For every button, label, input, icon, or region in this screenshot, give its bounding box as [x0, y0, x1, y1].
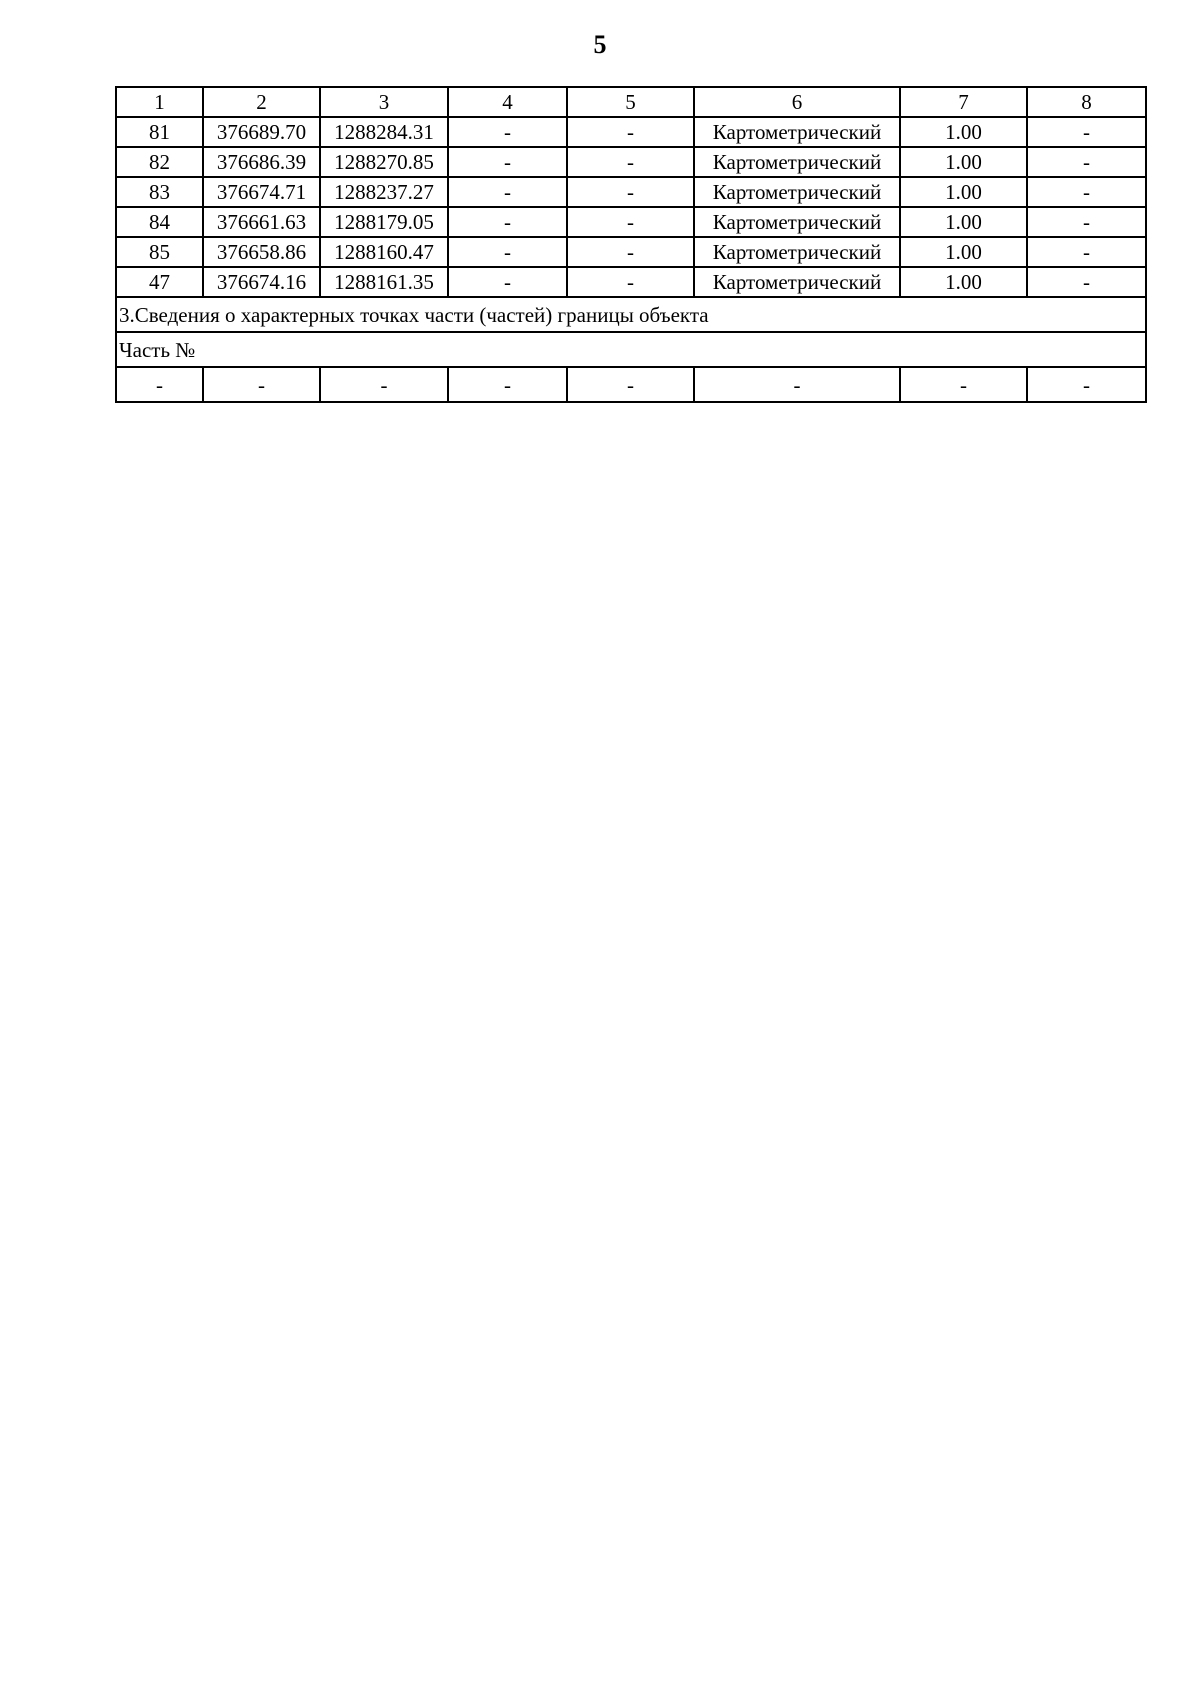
- table-cell: -: [448, 367, 567, 402]
- table-cell: -: [203, 367, 320, 402]
- table-row: [116, 177, 1146, 207]
- table-cell: -: [1027, 147, 1146, 177]
- table-cell: -: [448, 177, 567, 207]
- header-cell: 6: [694, 87, 900, 117]
- table-cell: -: [567, 177, 694, 207]
- header-cell: 1: [116, 87, 203, 117]
- table-cell: 376674.71: [203, 177, 320, 207]
- page-number: 5: [593, 30, 607, 59]
- table-cell: -: [567, 367, 694, 402]
- section-title: 3.Сведения о характерных точках части (частей) границы объекта: [116, 297, 1146, 332]
- table-cell: -: [567, 267, 694, 297]
- table-cell: 376689.70: [203, 117, 320, 147]
- table-row: [116, 117, 1146, 147]
- table-cell: -: [448, 267, 567, 297]
- table-row: [116, 207, 1146, 237]
- table-cell: -: [320, 367, 448, 402]
- table-cell: 376658.86: [203, 237, 320, 267]
- header-cell: 8: [1027, 87, 1146, 117]
- section-title-row: [116, 297, 1146, 332]
- table-row: [116, 147, 1146, 177]
- table-cell: 84: [116, 207, 203, 237]
- table-cell: 1288160.47: [320, 237, 448, 267]
- table-cell: -: [448, 147, 567, 177]
- table-cell: 1.00: [900, 147, 1027, 177]
- table-cell: -: [1027, 267, 1146, 297]
- table-cell: 1288270.85: [320, 147, 448, 177]
- table-cell: -: [1027, 117, 1146, 147]
- table-cell: -: [448, 237, 567, 267]
- table-cell: Картометрический: [694, 117, 900, 147]
- table-cell: -: [448, 207, 567, 237]
- table-cell: 1288237.27: [320, 177, 448, 207]
- table-cell: -: [694, 367, 900, 402]
- table-cell: 81: [116, 117, 203, 147]
- header-cell: 4: [448, 87, 567, 117]
- table-cell: Картометрический: [694, 207, 900, 237]
- table-cell: Картометрический: [694, 147, 900, 177]
- table-cell: -: [567, 117, 694, 147]
- table-cell: 83: [116, 177, 203, 207]
- table-cell: -: [1027, 207, 1146, 237]
- table-cell: 1.00: [900, 237, 1027, 267]
- table-cell: 376686.39: [203, 147, 320, 177]
- table-cell: 376674.16: [203, 267, 320, 297]
- table-row: [116, 267, 1146, 297]
- table-cell: -: [1027, 177, 1146, 207]
- table-cell: 1.00: [900, 177, 1027, 207]
- table-cell: 1.00: [900, 267, 1027, 297]
- header-cell: 2: [203, 87, 320, 117]
- table-cell: 1.00: [900, 207, 1027, 237]
- part-label: Часть №: [116, 332, 1146, 367]
- boundary-points-table: [115, 86, 1147, 403]
- table-cell: 47: [116, 267, 203, 297]
- table-row: [116, 237, 1146, 267]
- header-cell: 3: [320, 87, 448, 117]
- table-cell: 1288161.35: [320, 267, 448, 297]
- table-cell: Картометрический: [694, 177, 900, 207]
- table-cell: Картометрический: [694, 267, 900, 297]
- table-cell: 82: [116, 147, 203, 177]
- table-cell: 85: [116, 237, 203, 267]
- table-cell: -: [116, 367, 203, 402]
- table-cell: 376661.63: [203, 207, 320, 237]
- table-cell: -: [567, 237, 694, 267]
- header-cell: 5: [567, 87, 694, 117]
- table-cell: 1288179.05: [320, 207, 448, 237]
- table-cell: -: [1027, 367, 1146, 402]
- part-label-row: [116, 332, 1146, 367]
- table-cell: -: [567, 147, 694, 177]
- table-cell: 1.00: [900, 117, 1027, 147]
- table-cell: Картометрический: [694, 237, 900, 267]
- table-cell: -: [1027, 237, 1146, 267]
- empty-table-row: [116, 367, 1146, 402]
- table-cell: 1288284.31: [320, 117, 448, 147]
- table-cell: -: [900, 367, 1027, 402]
- table-cell: -: [448, 117, 567, 147]
- header-cell: 7: [900, 87, 1027, 117]
- table-cell: -: [567, 207, 694, 237]
- table-header-row: [116, 87, 1146, 117]
